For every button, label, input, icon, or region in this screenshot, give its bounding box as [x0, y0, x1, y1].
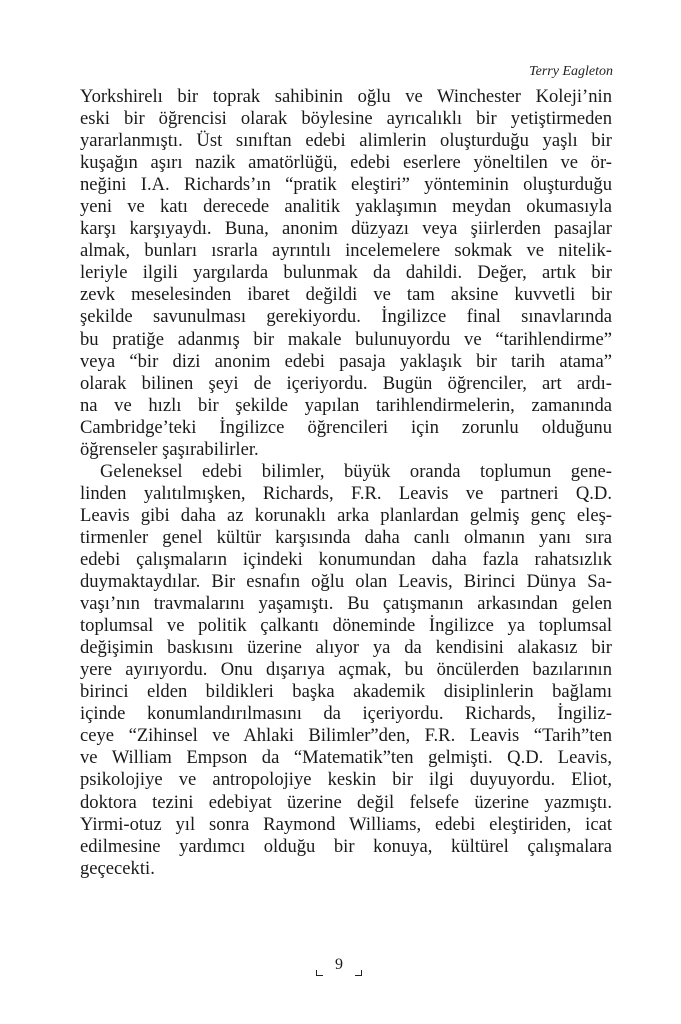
text-line: Yirmi-otuz yıl sonra Raymond Williams, edebi eleştiriden, icat: [80, 813, 612, 835]
page-number: 9: [335, 956, 343, 973]
text-line: değişimin baskısını üzerine alıyor ya da kendisini alakasız bir: [80, 637, 612, 659]
text-line: birinci elden bildikleri başka akademik disiplinlerin bağlamı: [80, 681, 612, 703]
text-line: zevk meselesinden ibaret değildi ve tam aksine kuvvetli bir: [80, 284, 612, 306]
text-line: tirmenler genel kültür karşısında daha canlı olmanın yanı sıra: [80, 526, 612, 548]
text-line: ve William Empson da “Matematik”ten gelmişti. Q.D. Leavis,: [80, 747, 612, 769]
text-line: yere ayırıyordu. Onu dışarıya açmak, bu öncülerden bazılarının: [80, 659, 612, 681]
text-line: edebi çalışmaların içindeki konumundan daha fazla rahatsızlık: [80, 548, 612, 570]
text-line: linden yalıtılmışken, Richards, F.R. Leavis ve partneri Q.D.: [80, 482, 612, 504]
text-line: Geleneksel edebi bilimler, büyük oranda toplumun gene-: [100, 460, 612, 482]
folio-bracket-left: [316, 970, 323, 976]
text-line: şekilde savunulması gerekiyordu. İngilizce final sınavlarında: [80, 306, 612, 328]
text-line: öğrenseler şaşırabilirler.: [80, 438, 259, 460]
text-line: edilmesine yardımcı olduğu bir konuya, kültürel çalışmalara: [80, 835, 612, 857]
text-line: bu pratiğe adanmış bir makale bulunuyordu ve “tarihlendirme”: [80, 328, 612, 350]
text-line: olarak bilinen şeyi de içeriyordu. Bugün öğrenciler, art ardı-: [80, 372, 612, 394]
paragraph-2: [80, 461, 612, 880]
text-line: geçecekti.: [80, 857, 155, 879]
body-text: [80, 86, 612, 880]
text-line: toplumsal ve politik çalkantı döneminde İngilizce ya toplumsal: [80, 615, 612, 637]
text-line: leriyle ilgili yargılarda bulunmak da dahildi. Değer, artık bir: [80, 262, 612, 284]
text-line: doktora tezini edebiyat üzerine değil felsefe üzerine yazmıştı.: [80, 791, 612, 813]
text-line: ceye “Zihinsel ve Ahlaki Bilimler”den, F.R. Leavis “Tarih”ten: [80, 725, 612, 747]
text-line: yararlanmıştı. Üst sınıftan edebi alimlerin oluşturduğu yaşlı bir: [80, 130, 612, 152]
text-line: veya “bir dizi anonim edebi pasaja yaklaşık bir tarih atama”: [80, 350, 612, 372]
text-line: almak, bunları ısrarla ayrıntılı incelemelere sokmak ve nitelik-: [80, 240, 612, 262]
text-line: içinde konumlandırılmasını da içeriyordu. Richards, İngiliz-: [80, 703, 612, 725]
running-header-author: Terry Eagleton: [529, 64, 613, 79]
paragraph-1: [80, 86, 612, 461]
text-line: duymaktaydılar. Bir esnafın oğlu olan Leavis, Birinci Dünya Sa-: [80, 571, 612, 593]
text-line: neğini I.A. Richards’ın “pratik eleştiri” yönteminin oluşturduğu: [80, 174, 612, 196]
folio-bracket-right: [355, 970, 362, 976]
text-line: karşı karşıyaydı. Buna, anonim düzyazı veya şiirlerden pasajlar: [80, 218, 612, 240]
text-line: na ve hızlı bir şekilde yapılan tarihlendirmelerin, zamanında: [80, 394, 612, 416]
text-line: psikolojiye ve antropolojiye keskin bir ilgi duyuyordu. Eliot,: [80, 769, 612, 791]
page-number-folio: [316, 956, 362, 974]
text-line: Cambridge’teki İngilizce öğrencileri için zorunlu olduğunu: [80, 416, 612, 438]
text-line: Leavis gibi daha az korunaklı arka planlardan gelmiş genç eleş-: [80, 504, 612, 526]
text-line: yeni ve katı derecede analitik yaklaşımın meydan okumasıyla: [80, 196, 612, 218]
text-line: vaşı’nın travmalarını yaşamıştı. Bu çatışmanın arkasından gelen: [80, 593, 612, 615]
text-line: eski bir öğrencisi olarak böylesine ayrıcalıklı bir yetiştirmeden: [80, 108, 612, 130]
text-line: kuşağın aşırı nazik amatörlüğü, edebi eserlere yöneltilen ve ör-: [80, 152, 612, 174]
text-line: Yorkshirelı bir toprak sahibinin oğlu ve Winchester Koleji’nin: [80, 86, 612, 107]
